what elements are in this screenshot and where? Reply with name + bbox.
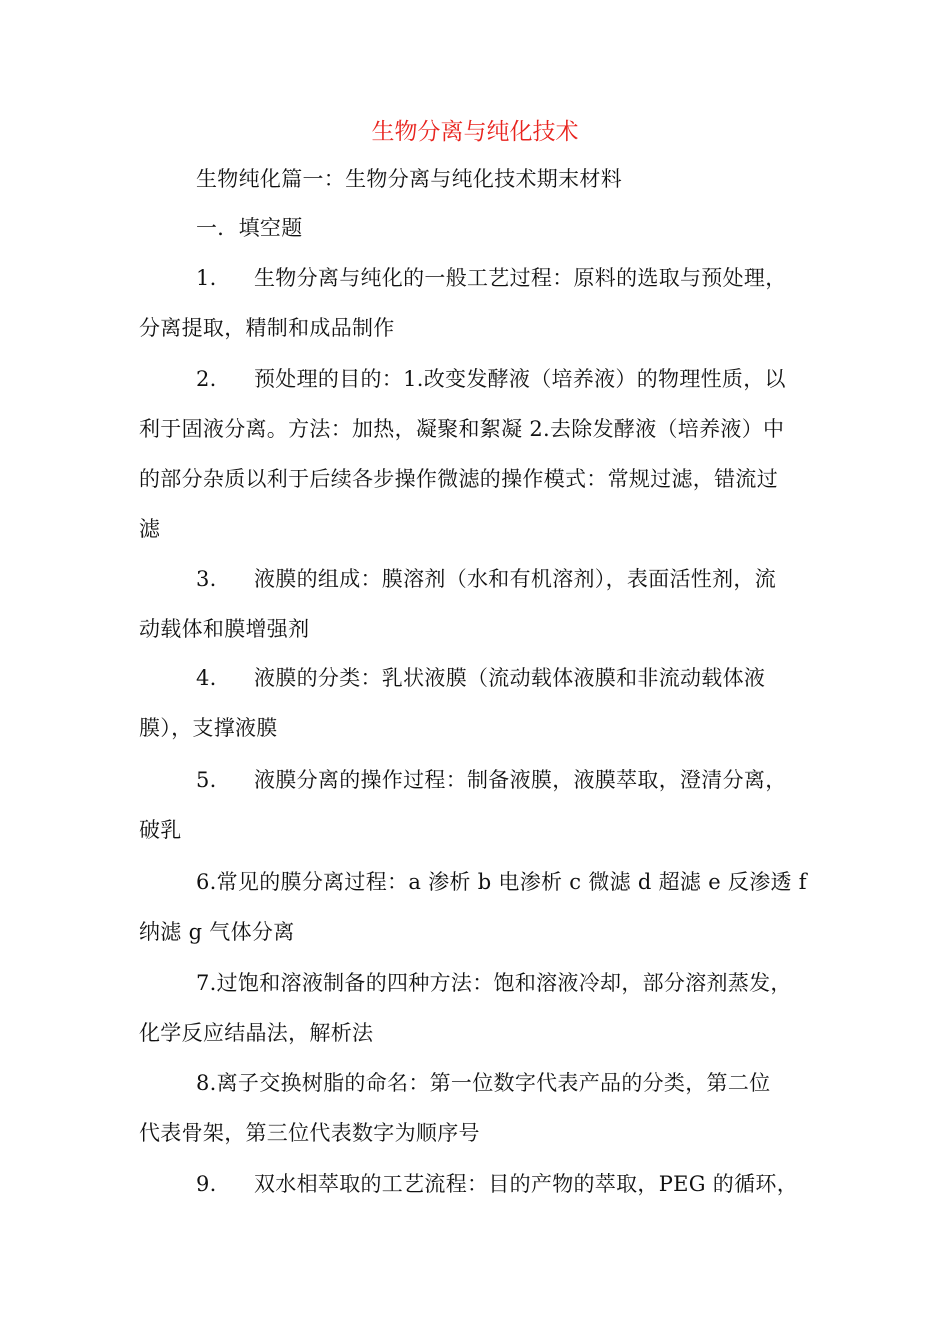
list-item-5-continuation: 破乳	[139, 818, 182, 842]
list-item-8-first-line: 8.离子交换树脂的命名：第一位数字代表产品的分类，第二位	[196, 1071, 771, 1095]
item-text: 预处理的目的：1.改变发酵液（培养液）的物理性质，以	[254, 367, 786, 391]
list-item-1-continuation: 分离提取，精制和成品制作	[139, 316, 395, 340]
list-item-8-continuation: 代表骨架，第三位代表数字为顺序号	[139, 1121, 480, 1145]
subtitle: 生物纯化篇一：生物分离与纯化技术期末材料	[196, 167, 622, 191]
item-number: 1.	[196, 266, 217, 290]
list-item-2-first-line	[196, 363, 786, 395]
list-item-2-continuation: 滤	[139, 517, 161, 541]
item-number: 4.	[196, 666, 217, 690]
item-number: 3.	[196, 567, 217, 591]
item-number: 5.	[196, 768, 217, 792]
item-text: 双水相萃取的工艺流程：目的产物的萃取，PEG 的循环，	[254, 1172, 799, 1196]
item-text: 液膜的组成：膜溶剂（水和有机溶剂），表面活性剂，流	[254, 567, 776, 591]
item-number: 9.	[196, 1172, 217, 1196]
list-item-9-first-line	[196, 1168, 798, 1200]
item-text: 生物分离与纯化的一般工艺过程：原料的选取与预处理，	[254, 266, 787, 290]
list-item-7-continuation: 化学反应结晶法，解析法	[139, 1021, 374, 1045]
item-text: 液膜分离的操作过程：制备液膜，液膜萃取，澄清分离，	[254, 768, 787, 792]
item-text: 液膜的分类：乳状液膜（流动载体液膜和非流动载体液	[254, 666, 766, 690]
list-item-6-first-line: 6.常见的膜分离过程：a 渗析 b 电渗析 c 微滤 d 超滤 e 反渗透 f	[196, 870, 807, 894]
list-item-7-first-line: 7.过饱和溶液制备的四种方法：饱和溶液冷却，部分溶剂蒸发，	[196, 971, 792, 995]
list-item-3-first-line	[196, 563, 776, 595]
list-item-3-continuation: 动载体和膜增强剂	[139, 617, 310, 641]
document-title: 生物分离与纯化技术	[371, 119, 579, 145]
list-item-6-continuation: 纳滤 g 气体分离	[139, 920, 295, 944]
list-item-2-continuation: 利于固液分离。方法：加热，凝聚和絮凝 2.去除发酵液（培养液）中	[139, 417, 785, 441]
list-item-5-first-line	[196, 764, 787, 796]
list-item-4-continuation: 膜），支撑液膜	[139, 716, 278, 740]
list-item-2-continuation: 的部分杂质以利于后续各步操作微滤的操作模式：常规过滤，错流过	[139, 467, 778, 491]
item-number: 2.	[196, 367, 217, 391]
section-heading: 一．填空题	[196, 216, 303, 240]
list-item-1-first-line	[196, 262, 787, 294]
list-item-4-first-line	[196, 662, 765, 694]
